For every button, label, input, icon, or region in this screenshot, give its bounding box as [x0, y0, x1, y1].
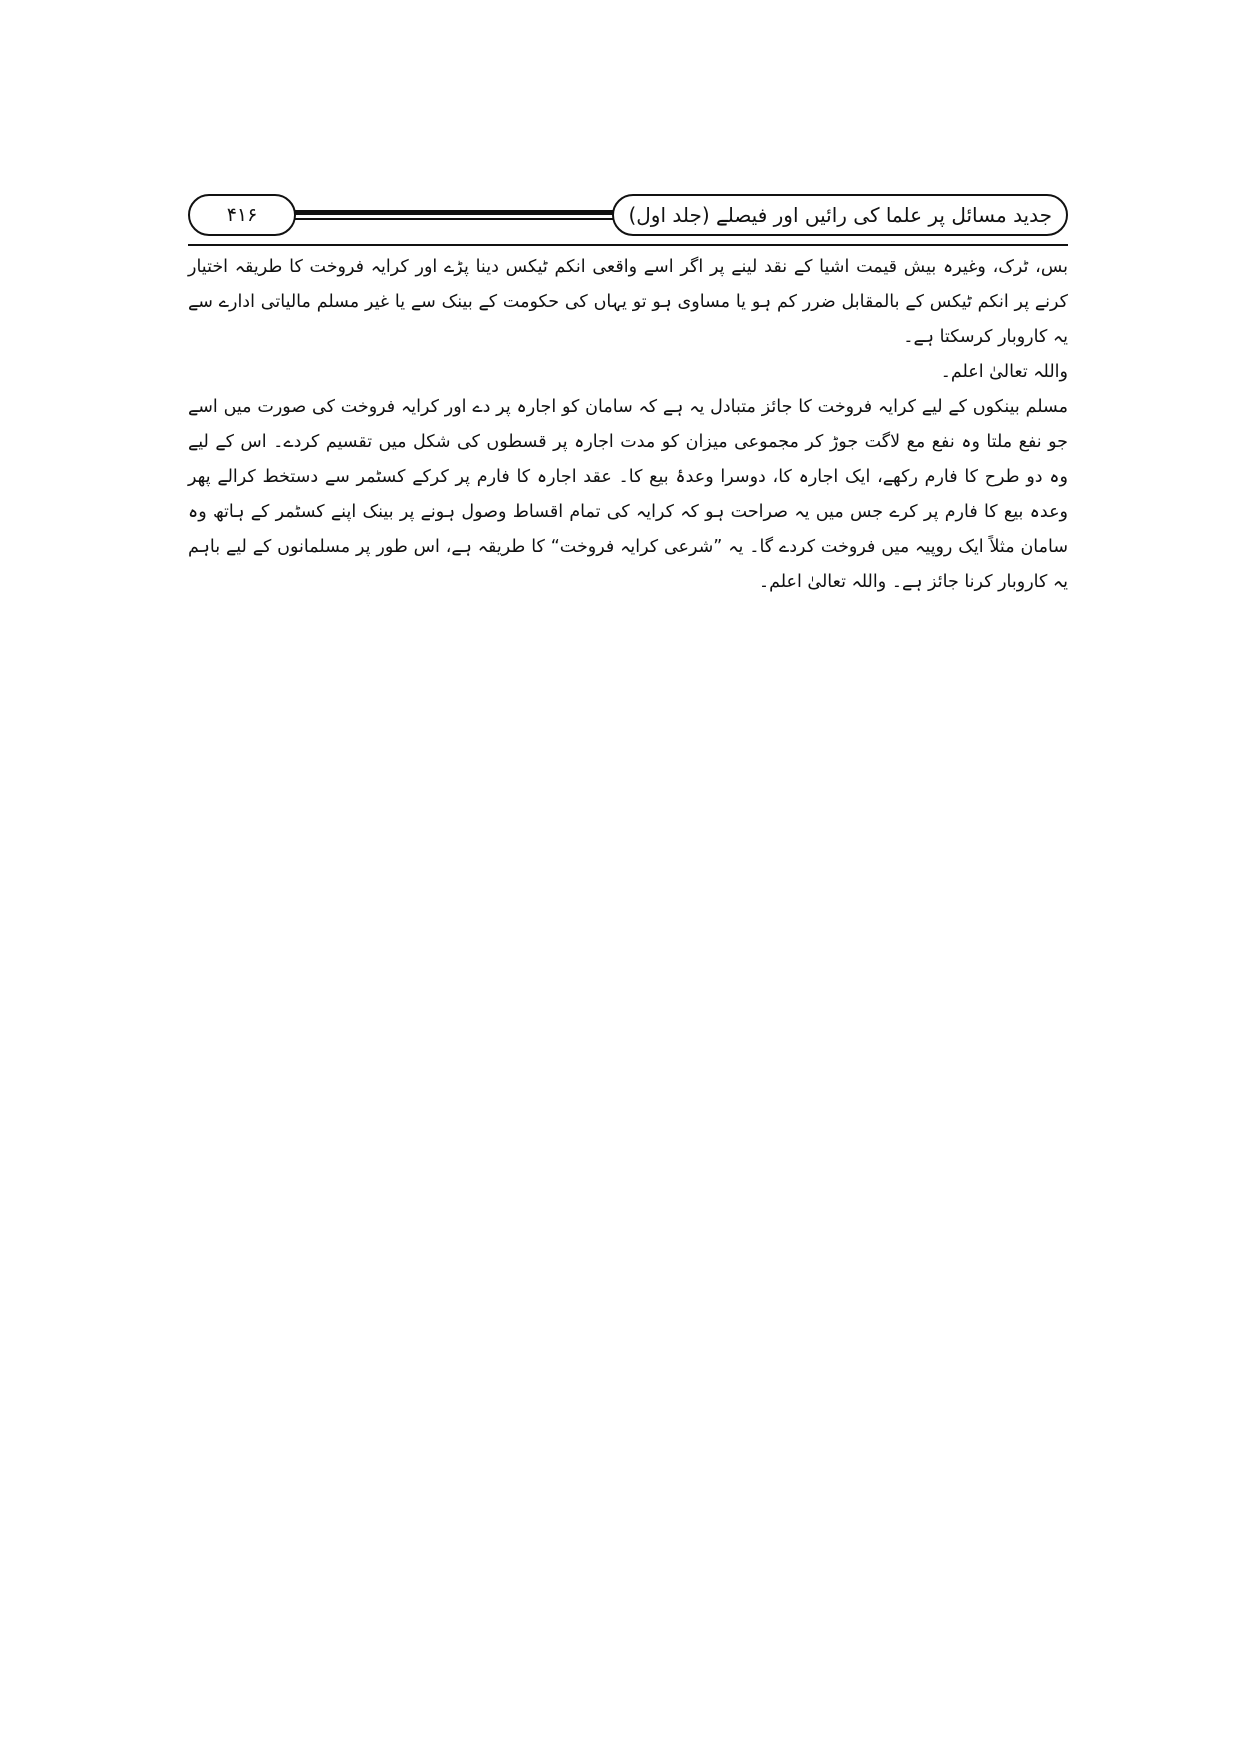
page-header — [188, 188, 1068, 242]
body-text — [188, 250, 1068, 600]
page-number: ۴۱۶ — [188, 194, 296, 236]
paragraph-1: بس، ٹرک، وغیرہ بیش قیمت اشیا کے نقد لینے پر اگر اسے واقعی انکم ٹیکس دینا پڑے اور کرایہ فروخت کا طریقہ اختیار کرنے پر انکم ٹیکس کے بالمقابل ضرر کم ہو یا مساوی ہو تو یہاں کی حکومت کے بینک سے یا غیر مسلم مالیاتی ادارے سے یہ کاروبار کرسکتا ہے۔ — [188, 257, 1068, 347]
header-divider — [188, 244, 1068, 246]
paragraph-2: مسلم بینکوں کے لیے کرایہ فروخت کا جائز متبادل یہ ہے کہ سامان کو اجارہ پر دے اور کرایہ فروخت کی صورت میں اسے جو نفع ملتا وہ نفع مع لاگت جوڑ کر مجموعی میزان کو مدت اجارہ پر قسطوں کی شکل میں تقسیم کردے۔ اس کے لیے وہ دو طرح کا فارم رکھے، ایک اجارہ کا، دوسرا وعدۂ بیع کا۔ عقد اجارہ کا فارم پر کرکے کسٹمر سے دستخط کرالے پھر وعدہ بیع کا فارم پر کرے جس میں یہ صراحت ہو کہ کرایہ کی تمام اقساط وصول ہونے پر بینک اپنے کسٹمر کے ہاتھ وہ سامان مثلاً ایک روپیہ میں فروخت کردے گا۔ یہ ”شرعی کرایہ فروخت“ کا طریقہ ہے، اس طور پر مسلمانوں کے لیے باہم یہ کاروبار کرنا جائز ہے۔ واللہ تعالیٰ اعلم۔ — [188, 397, 1068, 592]
closing-formula-1: واللہ تعالیٰ اعلم۔ — [940, 362, 1068, 382]
running-title: جدید مسائل پر علما کی رائیں اور فیصلے (جلد اول) — [612, 194, 1068, 236]
